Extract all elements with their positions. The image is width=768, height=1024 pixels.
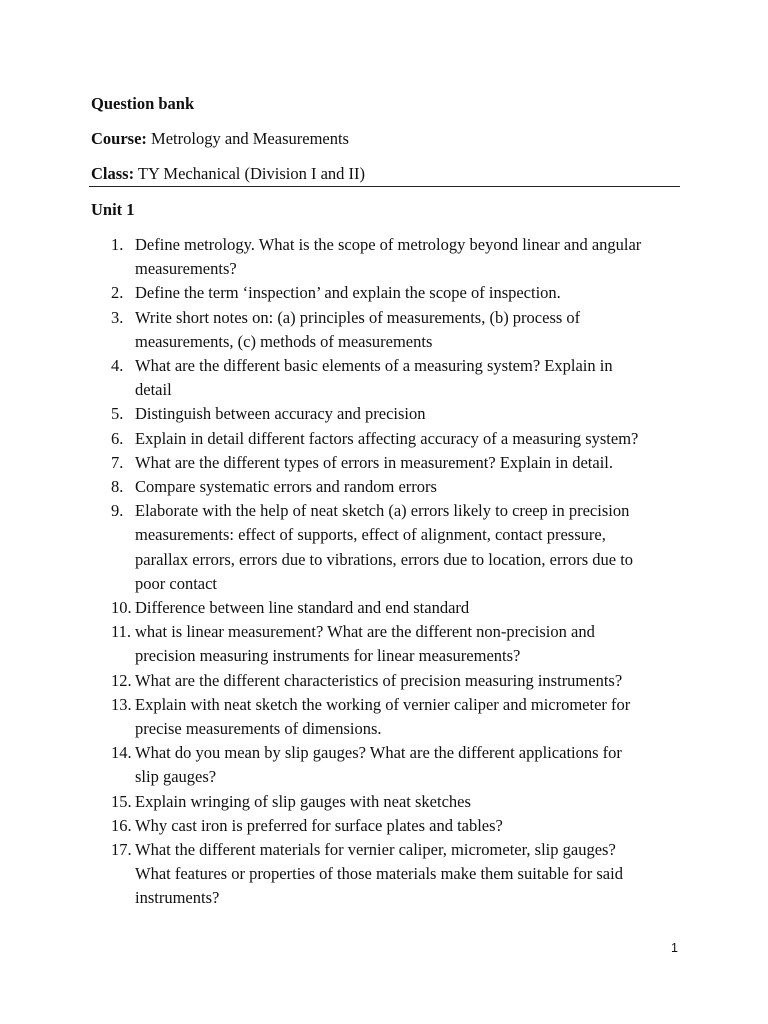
question-number: 1. (111, 235, 124, 254)
question-number: 7. (111, 452, 124, 472)
question-number: 15. (111, 791, 132, 811)
question-item (91, 838, 681, 911)
question-text: What are the different basic elements of a measuring system? Explain in (135, 356, 613, 376)
question-text: Define metrology. What is the scope of metrology beyond linear and angular (135, 235, 642, 254)
class-line (91, 164, 365, 184)
question-item (91, 233, 681, 281)
question-text: What are the different types of errors in measurement? Explain in detail. (135, 452, 614, 472)
question-item (91, 790, 681, 814)
course-label: Course: (91, 129, 147, 148)
question-text-continuation: detail (135, 380, 172, 400)
question-text: Elaborate with the help of neat sketch (a) errors likely to creep in precision (135, 501, 630, 521)
question-item (91, 402, 681, 426)
question-number: 13. (111, 694, 132, 714)
question-item (91, 814, 681, 838)
question-number: 17. (111, 840, 132, 860)
question-item (91, 741, 681, 789)
question-text: Explain in detail different factors affecting accuracy of a measuring system? (135, 428, 639, 448)
question-number: 5. (111, 404, 124, 424)
question-text: What are the different characteristics of precision measuring instruments? (135, 670, 623, 690)
document-title: Question bank (91, 94, 195, 113)
question-number: 12. (111, 670, 132, 690)
question-text: Explain wringing of slip gauges with neat sketches (135, 791, 471, 811)
question-text: Write short notes on: (a) principles of measurements, (b) process of (135, 307, 581, 327)
question-text: Define the term ‘inspection’ and explain the scope of inspection. (135, 283, 561, 303)
question-text: Difference between line standard and end standard (135, 598, 470, 618)
question-text: Why cast iron is preferred for surface plates and tables? (135, 815, 503, 835)
class-label: Class: (91, 164, 135, 183)
question-item (91, 620, 681, 668)
question-text: What the different materials for vernier caliper, micrometer, slip gauges? (135, 840, 616, 860)
question-item (91, 427, 681, 451)
question-item (91, 306, 681, 354)
course-value: Metrology and Measurements (151, 129, 349, 148)
class-value: TY Mechanical (Division I and II) (137, 164, 366, 183)
question-number: 3. (111, 307, 124, 327)
question-item (91, 475, 681, 499)
question-item (91, 693, 681, 741)
question-number: 9. (111, 501, 124, 521)
question-number: 10. (111, 598, 132, 618)
question-text-continuation: slip gauges? (135, 767, 217, 787)
question-text-continuation: precision measuring instruments for linear measurements? (135, 646, 521, 666)
question-text: What do you mean by slip gauges? What are the different applications for (135, 743, 622, 763)
page-number: 1 (671, 941, 678, 955)
question-item (91, 596, 681, 620)
question-text-continuation: What features or properties of those materials make them suitable for said (135, 864, 623, 884)
question-text: Compare systematic errors and random errors (135, 477, 437, 497)
question-item (91, 499, 681, 596)
question-number: 8. (111, 477, 124, 497)
question-text-continuation: measurements: effect of supports, effect of alignment, contact pressure, (135, 525, 606, 545)
question-number: 6. (111, 428, 124, 448)
question-text-continuation: poor contact (135, 573, 218, 593)
question-text-continuation: measurements, (c) methods of measurements (135, 331, 433, 351)
question-item (91, 669, 681, 693)
header-divider (89, 186, 680, 187)
question-text-continuation: measurements? (135, 259, 237, 279)
question-item (91, 354, 681, 402)
question-text: what is linear measurement? What are the different non-precision and (135, 622, 595, 642)
question-number: 11. (111, 622, 132, 642)
question-text-continuation: instruments? (135, 888, 220, 908)
course-line (91, 129, 349, 149)
question-text-continuation: parallax errors, errors due to vibrations, errors due to location, errors due to (135, 549, 634, 569)
question-number: 4. (111, 356, 124, 376)
question-item (91, 451, 681, 475)
question-text-continuation: precise measurements of dimensions. (135, 719, 382, 739)
question-text: Distinguish between accuracy and precision (135, 404, 426, 424)
question-number: 16. (111, 815, 132, 835)
question-number: 14. (111, 743, 132, 763)
question-number: 2. (111, 283, 124, 303)
question-text: Explain with neat sketch the working of vernier caliper and micrometer for (135, 694, 631, 714)
unit-heading: Unit 1 (91, 200, 135, 219)
question-item (91, 281, 681, 305)
question-list (91, 233, 681, 911)
